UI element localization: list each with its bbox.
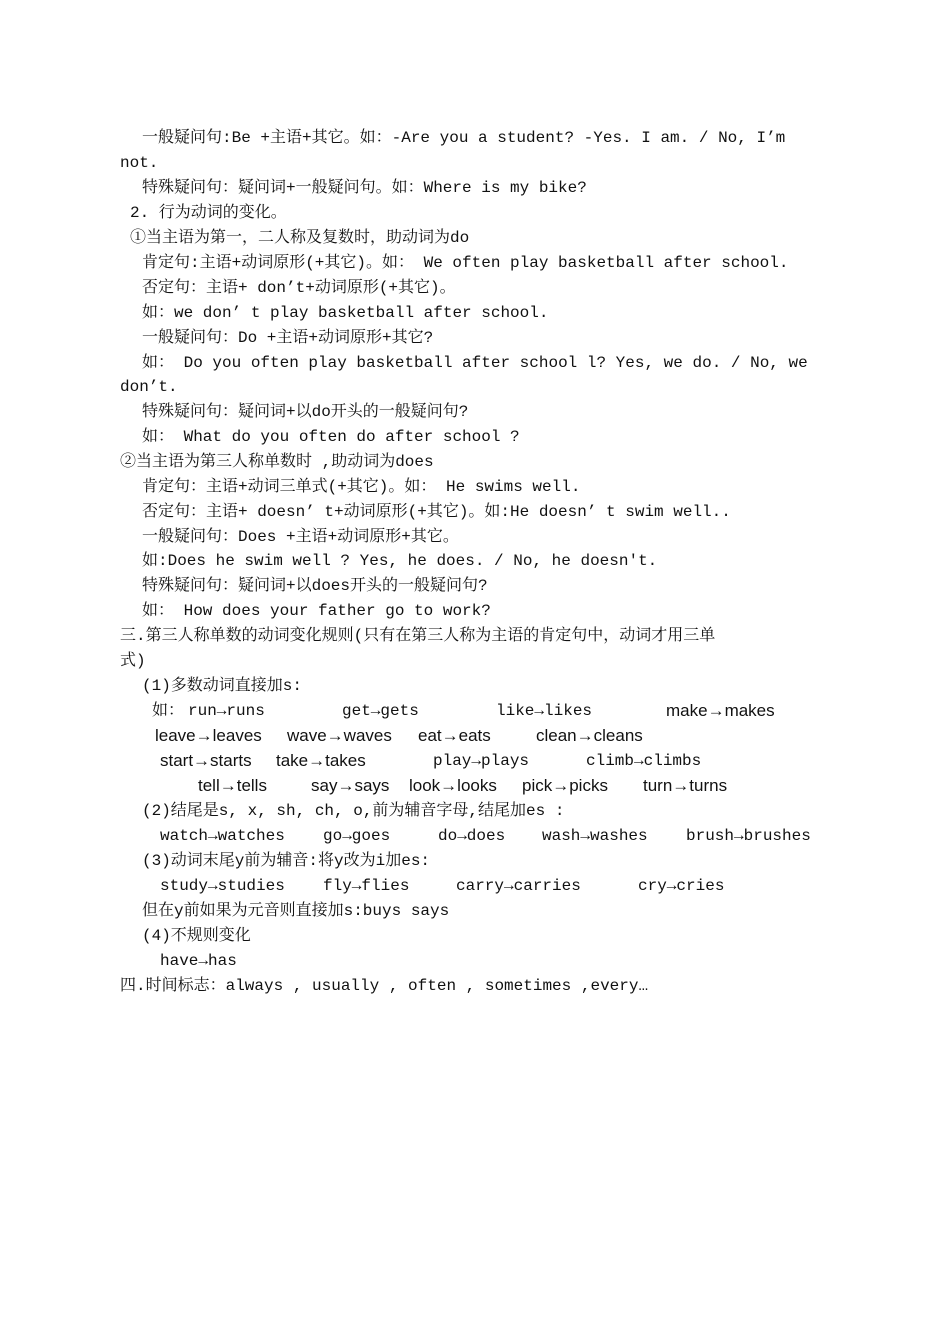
rule3-title: (3)动词末尾y前为辅音:将y改为i加es: xyxy=(142,852,431,870)
special-question-does: 特殊疑问句：疑问词+以does开头的一般疑问句? xyxy=(142,577,488,595)
word-pair: look→looks xyxy=(409,776,497,795)
general-question-do-example: 如： Do you often play basketball after school l? Yes, we do. / No, we xyxy=(142,354,808,372)
word-pair: clean→cleans xyxy=(536,726,643,745)
word-pair: take→takes xyxy=(276,751,366,770)
word-pair: cry→cries xyxy=(638,877,725,895)
rule4-title: (4)不规则变化 xyxy=(142,927,251,945)
word-pair: watch→watches xyxy=(160,827,285,845)
affirmative-does: 肯定句：主语+动词三单式(+其它)。如： He swims well. xyxy=(142,478,581,496)
word-pair: tell→tells xyxy=(198,776,267,795)
word-pair: wash→washes xyxy=(542,827,648,845)
subsection-do: ①当主语为第一，二人称及复数时，助动词为do xyxy=(130,229,470,247)
word-pair: climb→climbs xyxy=(586,752,702,770)
negative-do: 否定句：主语+ don’t+动词原形(+其它)。 xyxy=(142,279,456,297)
special-question-does-example: 如： How does your father go to work? xyxy=(142,602,491,620)
word-pair: study→studies xyxy=(160,877,285,895)
word-pair: eat→eats xyxy=(418,726,491,745)
section-heading-verb-change: 2. 行为动词的变化。 xyxy=(130,204,287,222)
rule2-title: (2)结尾是s, x, sh, ch, o,前为辅音字母,结尾加es : xyxy=(142,802,565,820)
special-question-do-example: 如： What do you often do after school ? xyxy=(142,428,520,446)
general-question-does: 一般疑问句：Does +主语+动词原形+其它。 xyxy=(142,528,459,546)
word-pair: like→likes xyxy=(496,702,593,720)
rule1-title: (1)多数动词直接加s: xyxy=(142,677,303,695)
affirmative-do: 肯定句:主语+动词原形(+其它)。如： We often play basketball after school. xyxy=(142,254,789,272)
word-pair: do→does xyxy=(438,827,506,845)
word-pair: get→gets xyxy=(342,702,419,720)
word-pair: fly→flies xyxy=(323,877,410,895)
section-heading-third-person-cont: 式) xyxy=(120,652,146,670)
section-heading-third-person: 三.第三人称单数的动词变化规则(只有在第三人称为主语的肯定句中，动词才用三单 xyxy=(120,627,716,645)
word-pair: say→says xyxy=(311,776,390,795)
word-pair: brush→brushes xyxy=(686,827,811,845)
word-pair: start→starts xyxy=(160,751,252,770)
word-pair: play→plays xyxy=(433,752,530,770)
word-pair: pick→picks xyxy=(522,776,608,795)
section-heading-time-markers: 四.时间标志：always , usually , often , sometimes ,every… xyxy=(120,977,649,995)
general-question-be: 一般疑问句:Be +主语+其它。如：-Are you a student? -Yes. I am. / No, I’m xyxy=(142,129,786,147)
word-pair: leave→leaves xyxy=(155,726,262,745)
word-pair: make→makes xyxy=(666,701,775,720)
negative-does: 否定句：主语+ doesn’ t+动词原形(+其它)。如:He doesn’ t swim well.. xyxy=(142,503,731,521)
special-question-do: 特殊疑问句：疑问词+以do开头的一般疑问句? xyxy=(142,403,469,421)
word-pair: have→has xyxy=(160,952,237,970)
subsection-does: ②当主语为第三人称单数时 ,助动词为does xyxy=(120,453,434,471)
general-question-do: 一般疑问句：Do +主语+动词原形+其它? xyxy=(142,329,434,347)
general-question-do-example-cont: don’t. xyxy=(120,378,178,396)
word-pair: go→goes xyxy=(323,827,391,845)
general-question-does-example: 如:Does he swim well ? Yes, he does. / No, he doesn't. xyxy=(142,552,658,570)
special-question-be: 特殊疑问句：疑问词+一般疑问句。如：Where is my bike? xyxy=(142,179,587,197)
negative-do-example: 如：we don’ t play basketball after school. xyxy=(142,304,549,322)
word-pair: wave→waves xyxy=(287,726,392,745)
rule3-note: 但在y前如果为元音则直接加s:buys says xyxy=(142,902,450,920)
rule1-prefix: 如： xyxy=(152,702,185,720)
word-pair: run→runs xyxy=(188,702,265,720)
word-pair: carry→carries xyxy=(456,877,581,895)
general-question-be-cont: not. xyxy=(120,154,159,172)
word-pair: turn→turns xyxy=(643,776,728,795)
